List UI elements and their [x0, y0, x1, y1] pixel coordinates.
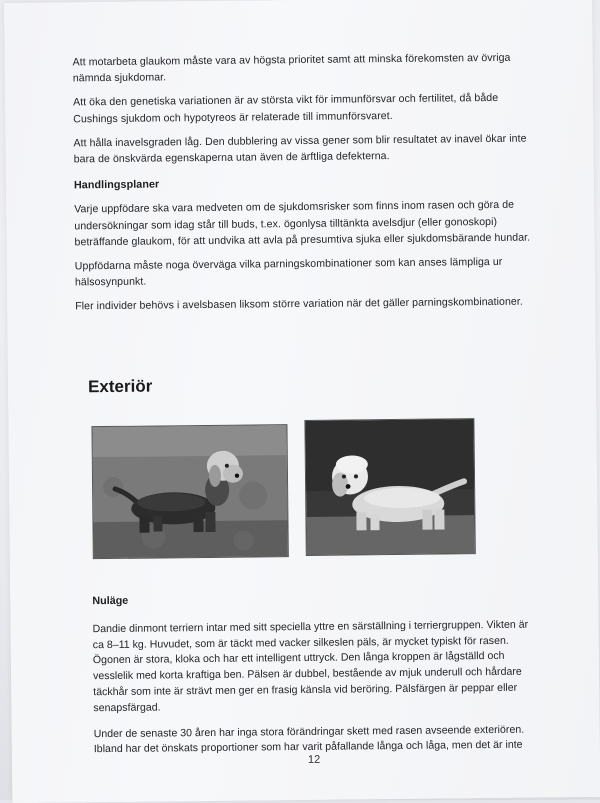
paragraph-glaukom: Att motarbeta glaukom måste vara av högsta prioritet samt att minska förekomsten av övriga nämnda sjukdomar.	[72, 51, 511, 85]
heading-nulage: Nuläge	[92, 594, 129, 608]
paragraph-inavelsgrad: Att hålla inavelsgraden låg. Den dubblering av vissa gener som blir resultatet av inavel ökar inte bara de önskvärda egenskaperna utan även de ärftliga defekterna.	[73, 132, 527, 166]
paragraph-genetisk-variation: Att öka den genetiska variationen är av största vikt för immunförsvar och fertilitet, då både Cushings sjukdom och hypotyreos är relaterade till immunförsvaret.	[73, 92, 499, 125]
paragraph-senaste-30-aren: Under de senaste 30 åren har inga stora förändringar skett med rasen avseende exteriören. Ibland har det önskats proportioner som har varit påfallande långa och låga, men det är inte	[93, 723, 525, 756]
paragraph-avelsbasen: Fler individer behövs i avelsbasen liksom större variation när det gäller parningskombinationer.	[75, 296, 523, 313]
heading-handlingsplaner: Handlingsplaner	[73, 178, 160, 192]
section-title-exterior: Exteriör	[87, 376, 153, 397]
dog-photo-left	[91, 424, 288, 559]
page-number: 12	[307, 753, 321, 766]
dog-photo-left-image	[92, 425, 287, 558]
paragraph-parningskombinationer: Uppfödarna måste noga överväga vilka parningskombinationer som kan anses lämpliga ur hälsosynpunkt.	[74, 255, 503, 289]
dog-photo-right	[304, 418, 475, 556]
paragraph-rasbeskrivning: Dandie dinmont terriern intar med sitt speciella yttre en särställning i terriergruppen. Vikten är ca 8–11 kg. Huvudet, som är täckt med vacker silkeslen päls, är mycket typiskt för rasen. Ögonen är stora, kloka och har ett intelligent uttryck. Den långa kroppen är lågställd och vesslelik med korta kraftiga ben. Pälsen är dubbel, bestående av mjuk underull och hårdare täckhår som inte är strävt men ger en frasig känsla vid beröring. Pälsfärgen är peppar eller senapsfärgad.	[92, 618, 529, 714]
top-text-block	[73, 50, 538, 323]
dog-photo-right-image	[305, 419, 474, 555]
paragraph-sjukdomsrisker: Varje uppfödare ska vara medveten om de sjukdomsrisker som finns inom rasen och göra de undersökningar som idag står till buds, t.ex. ögonlysa tilltänkta avelsdjur (eller gonoskopi) beträffande glaukom, för att undvika att avla på presumtiva sjuka eller sjukdomsbärande hundar.	[74, 199, 531, 249]
document-page	[4, 0, 600, 803]
nulage-section	[92, 590, 540, 767]
